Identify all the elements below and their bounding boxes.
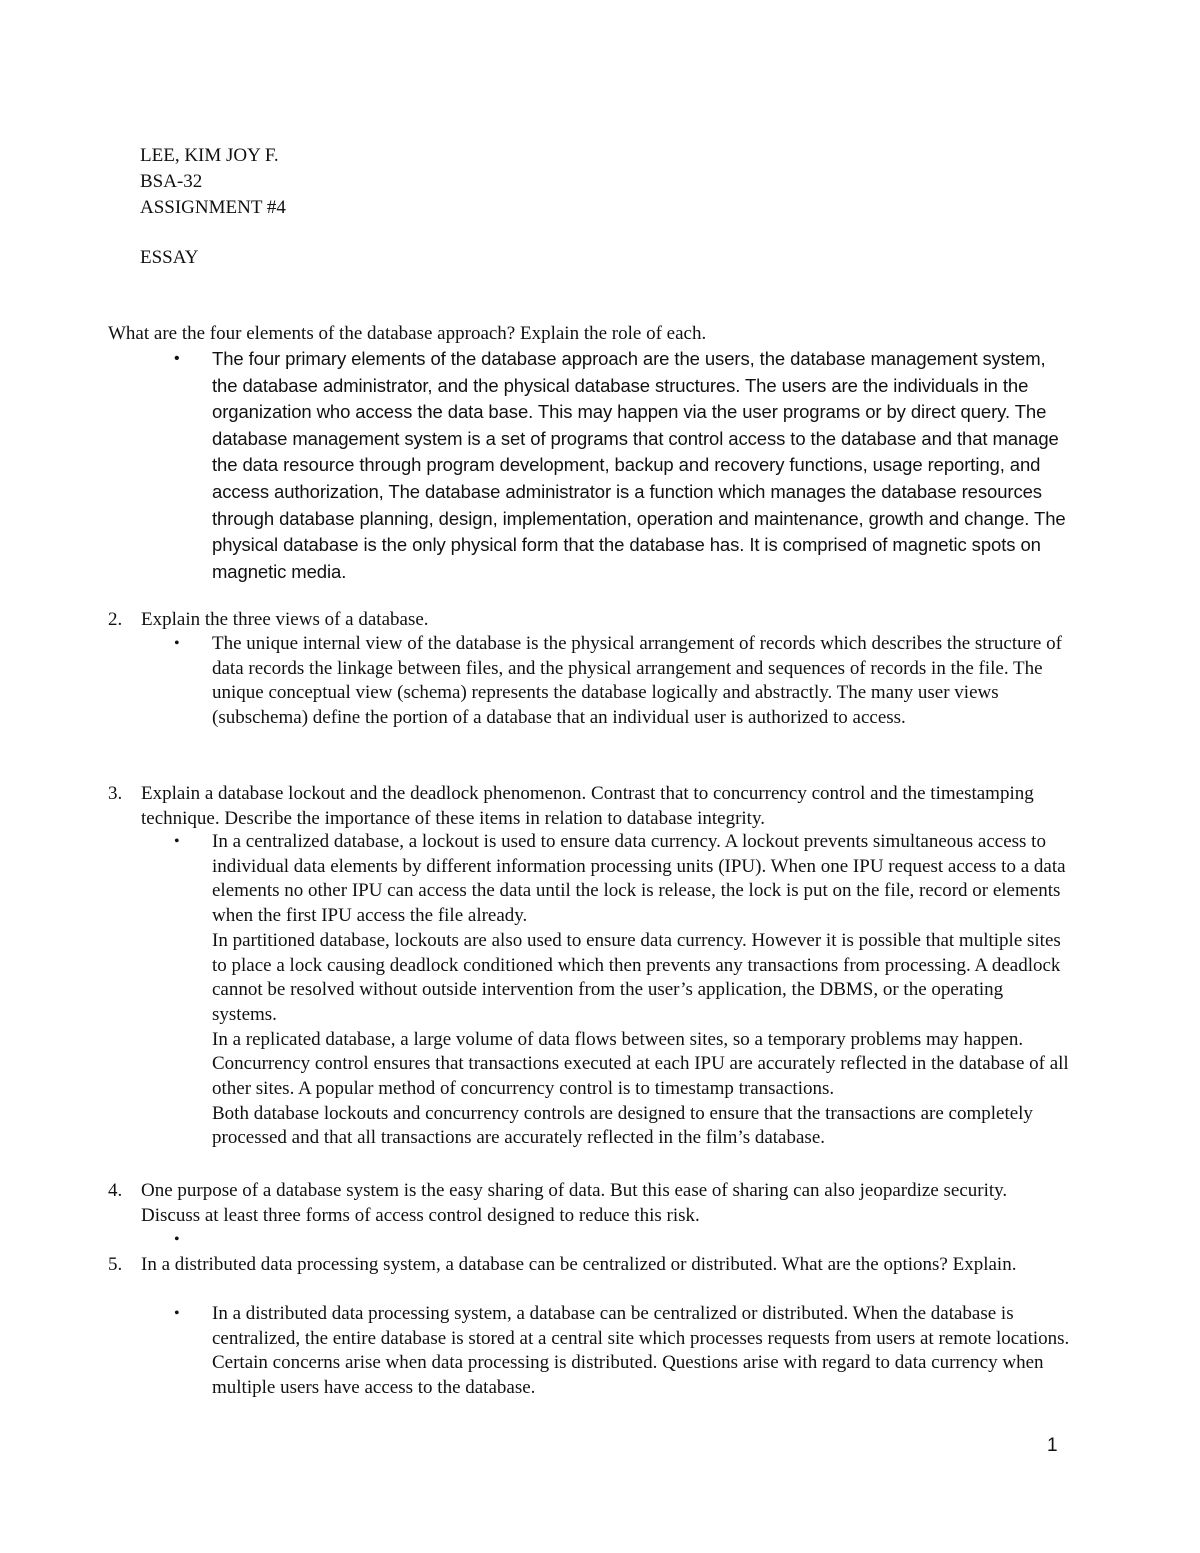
bullet-icon: •	[174, 1231, 180, 1248]
question-3-text: Explain a database lockout and the deadlock phenomenon. Contrast that to concurrency control and the timestamping technique. Describe the importance of these items in relation to database integrity.	[141, 783, 1034, 829]
bullet-icon: •	[174, 1305, 180, 1322]
answer-3-paragraph: Both database lockouts and concurrency controls are designed to ensure that the transactions are completely processed and that all transactions are accurately reflected in the film’s database.	[212, 1102, 1033, 1149]
answer-5-text: In a distributed data processing system, a database can be centralized or distributed. When the database is centralized, the entire database is stored at a central site which processes requests from users at remote locations. Certain concerns arise when data processing is distributed. Questions arise with regard to data currency when multiple users have access to the database.	[212, 1303, 1070, 1398]
essay-label: ESSAY	[140, 247, 199, 268]
question-5-text: In a distributed data processing system, a database can be centralized or distributed. What are the options? Explain.	[141, 1254, 1017, 1275]
answer-3	[174, 830, 1072, 1151]
question-number: 2.	[108, 609, 123, 630]
bullet-icon: •	[174, 635, 180, 652]
question-number: 4.	[108, 1180, 123, 1201]
question-number: 3.	[108, 783, 123, 804]
student-section: BSA-32	[140, 171, 203, 192]
answer-3-paragraph: In a centralized database, a lockout is used to ensure data currency. A lockout prevents simultaneous access to individual data elements by different information processing units (IPU). When one IPU request access to a data elements no other IPU can access the data until the lock is release, the lock is put on the file, record or elements when the first IPU access the file already.	[212, 831, 1066, 927]
assignment-title: ASSIGNMENT #4	[140, 197, 286, 218]
page-number: 1	[1047, 1435, 1058, 1456]
question-2	[108, 608, 1068, 633]
answer-2	[174, 632, 1072, 730]
answer-1	[174, 346, 1072, 585]
student-name: LEE, KIM JOY F.	[140, 145, 279, 166]
question-4	[108, 1179, 1068, 1228]
question-4-text: One purpose of a database system is the easy sharing of data. But this ease of sharing can also jeopardize security. Discuss at least three forms of access control designed to reduce this risk.	[141, 1180, 1008, 1226]
bullet-icon: •	[174, 833, 180, 850]
header-block	[140, 143, 286, 271]
question-5	[108, 1253, 1068, 1278]
answer-3-paragraph: In partitioned database, lockouts are also used to ensure data currency. However it is possible that multiple sites to place a lock causing deadlock conditioned which then prevents any transactions from processing. A deadlock cannot be resolved without outside intervention from the user’s application, the DBMS, or the operating systems.	[212, 929, 1061, 1025]
answer-1-text: The four primary elements of the database approach are the users, the database management system, the database administrator, and the physical database structures. The users are the individuals in the organization who access the data base. This may happen via the user programs or by direct query. The database management system is a set of programs that control access to the database and that manage the data resource through program development, backup and recovery functions, usage reporting, and access authorization, The database administrator is a function which manages the database resources through database planning, design, implementation, operation and maintenance, growth and change. The physical database is the only physical form that the database has. It is comprised of magnetic spots on magnetic media.	[212, 348, 1066, 582]
question-2-text: Explain the three views of a database.	[141, 609, 429, 630]
question-3	[108, 782, 1068, 831]
answer-3-paragraph: In a replicated database, a large volume of data flows between sites, so a temporary problems may happen. Concurrency control ensures that transactions executed at each IPU are accurately reflected in the database of all other sites. A popular method of concurrency control is to timestamp transactions.	[212, 1028, 1069, 1100]
bullet-icon: •	[174, 350, 180, 367]
question-number: 5.	[108, 1254, 123, 1275]
answer-5	[174, 1302, 1072, 1400]
answer-2-text: The unique internal view of the database is the physical arrangement of records which describes the structure of data records the linkage between files, and the physical arrangement and sequences of records in the file. The unique conceptual view (schema) represents the database logically and abstractly. The many user views (subschema) define the portion of a database that an individual user is authorized to access.	[212, 633, 1062, 728]
question-1: What are the four elements of the database approach? Explain the role of each.	[108, 323, 707, 344]
